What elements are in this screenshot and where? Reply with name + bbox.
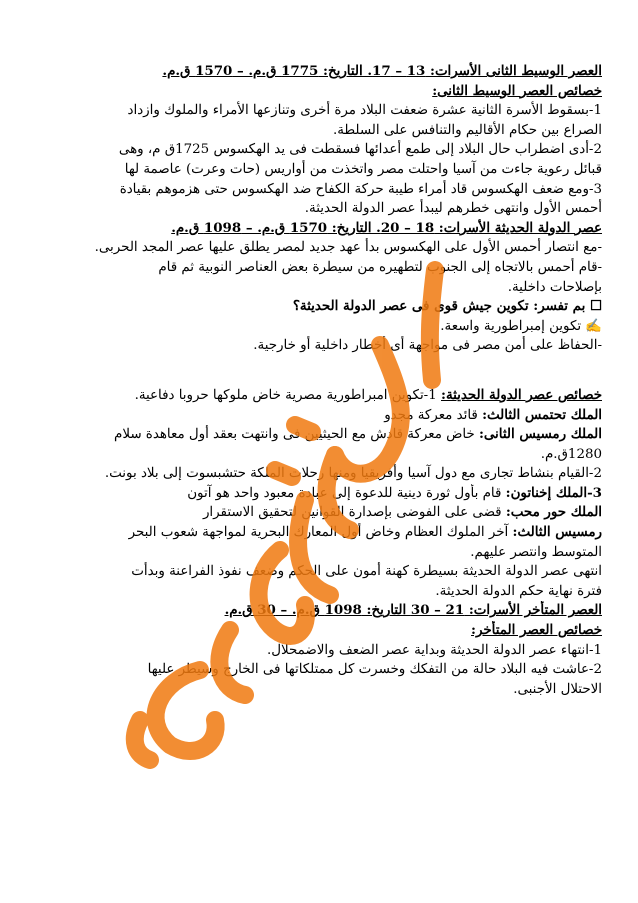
answer-line: ✍ تكوين إمبراطورية واسعة. <box>440 318 602 334</box>
text-line: فترة نهاية حكم الدولة الحديثة. <box>435 583 602 599</box>
spacer <box>36 356 602 386</box>
document-body <box>36 62 602 699</box>
text-line: الصراع بين حكام الأقاليم والتنافس على السلطة. <box>332 122 602 138</box>
text-line: 1-انتهاء عصر الدولة الحديثة وبداية عصر الضعف والاضمحلال. <box>267 642 602 658</box>
heading-late-period: العصر المتأخر الأسرات: 21 – 30 التاريخ: 1098 ق.م. – 30 ق.م. <box>224 602 602 619</box>
king-line: الملك تحتمس الثالث: قائد معركة مجدو <box>384 406 602 423</box>
text-line: 2-القيام بنشاط تجارى مع دول آسيا وأفريقيا ومنها رحلات الملكة حتشبسوت إلى بلاد بونت. <box>104 466 602 482</box>
king-line: الملك رمسيس الثانى: خاض معركة قادش مع الحيثيين فى وانتهت بعقد أول معاهدة سلام <box>114 426 602 443</box>
heading-middle-kingdom-2: العصر الوسيط الثانى الأسرات: 13 – 17. التاريخ: 1775 ق.م. – 1570 ق.م. <box>162 63 602 79</box>
text-line: 1280ق.م. <box>540 446 602 462</box>
subheading-late-period: خصائص العصر المتأخر: <box>471 622 602 639</box>
king-line: 3-الملك إخناتون: قام بأول ثورة دينية للدعوة إلى عبادة معبود واحد هو آتون <box>187 484 602 501</box>
text-line: 1-بسقوط الأسرة الثانية عشرة ضعفت البلاد مرة أخرى وتنازعها الأمراء والملوك وازداد <box>127 103 602 119</box>
text-line: -مع انتصار أحمس الأول على الهكسوس بدأ عهد جديد لمصر يطلق عليها عصر المجد الحربى. <box>94 240 602 256</box>
question-line: ☐ بم تفسر: تكوين جيش قوى فى عصر الدولة الحديثة؟ <box>292 298 602 315</box>
text-line: 3-ومع ضعف الهكسوس قاد أمراء طيبة حركة الكفاح ضد الهكسوس حتى هزموهم بقيادة <box>119 181 602 197</box>
subheading-middle-kingdom-2: خصائص العصر الوسيط الثانى: <box>432 82 602 99</box>
heading-new-kingdom: عصر الدولة الحديثة الأسرات: 18 – 20. التاريخ: 1570 ق.م. – 1098 ق.م. <box>171 219 602 236</box>
text-line: الاحتلال الأجنبى. <box>513 681 602 697</box>
bullet-box-icon: ☐ <box>585 298 602 315</box>
text-line: بإصلاحات داخلية. <box>507 279 602 295</box>
answer-line: -الحفاظ على أمن مصر فى مواجهة أى أخطار داخلية أو خارجية. <box>253 338 602 354</box>
heading-new-kingdom-features: خصائص عصر الدولة الحديثة: 1-تكوين امبراطورية مصرية خاض ملوكها حروبا دفاعية. <box>134 386 602 403</box>
text-line: أحمس الأول وانتهى خطرهم ليبدأ عصر الدولة الحديثة. <box>304 201 602 217</box>
king-line: الملك حور محب: قضى على الفوضى بإصدارة القوانين لتحقيق الاستقرار <box>202 504 602 521</box>
text-line: قبائل رعوية جاءت من آسيا واحتلت مصر واتخذت من أواريس (حات وعرت) عاصمة لها <box>124 161 602 177</box>
text-line: المتوسط وانتصر عليهم. <box>470 544 602 560</box>
king-line: رمسيس الثالث: آخر الملوك العظام وخاض أول المعارك البحرية لمواجهة شعوب البحر <box>128 524 602 541</box>
text-line: -قام أحمس بالاتجاه إلى الجنوب لتطهيره من سيطرة بعض العناصر النوبية ثم قام <box>158 259 602 275</box>
text-line: 2-أدى اضطراب حال البلاد إلى طمع أعدائها فسقطت فى يد الهكسوس 1725ق م، وهى <box>118 142 602 158</box>
text-line: انتهى عصر الدولة الحديثة بسيطرة كهنة أمون على الحكم وضعف نفوذ الفراعنة وبدأت <box>131 564 602 580</box>
text-line: 2-عاشت فيه البلاد حالة من التفكك وخسرت كل ممتلكاتها فى الخارج وسيطر عليها <box>147 662 602 678</box>
pencil-icon: ✍ <box>581 318 602 334</box>
